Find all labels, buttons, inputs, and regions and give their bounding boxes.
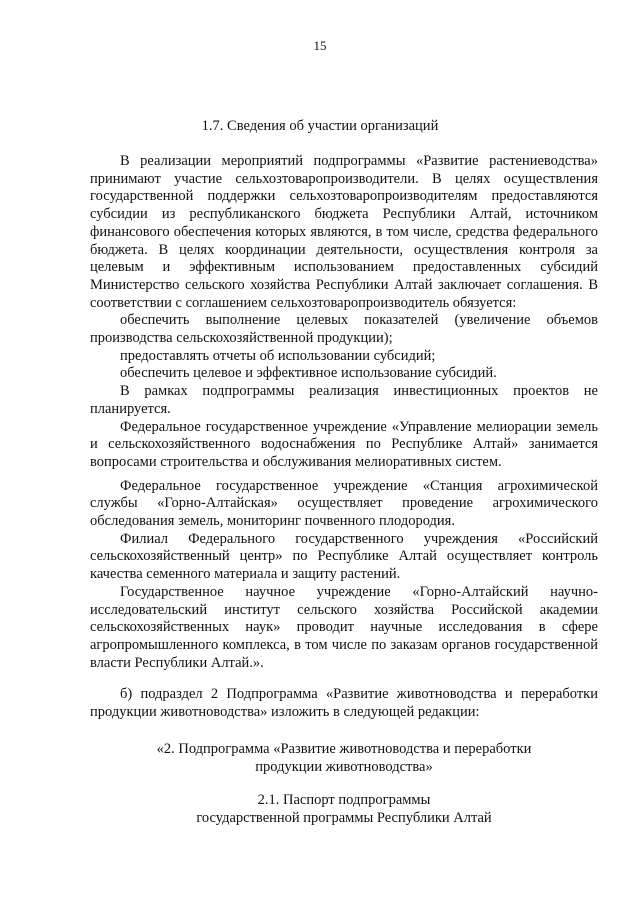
quoted-title-line: продукции животноводства» [255,758,433,775]
passport-heading [90,792,598,827]
page-number: 15 [313,38,327,53]
paragraph: Филиал Федерального государственного учреждения «Российский сельскохозяйственный центр» по Республике Алтай осуществляет контроль качества семенного материала и защиту растений. [90,530,598,583]
passport-heading-line: 2.1. Паспорт подпрограммы [257,792,431,808]
paragraph: В рамках подпрограммы реализация инвестиционных проектов не планируется. [90,383,598,417]
quoted-subprogram-title [90,741,598,776]
quoted-title-line: «2. Подпрограмма «Развитие животноводства и переработки [156,741,532,757]
paragraph: предоставлять отчеты об использовании субсидий; [120,347,436,364]
paragraph: б) подраздел 2 Подпрограмма «Развитие животноводства и переработки продукции животноводства» изложить в следующей редакции: [90,686,598,721]
paragraph: В реализации мероприятий подпрограммы «Развитие растениеводства» принимают участие сельхозтоваропроизводители. В целях осуществления государственной поддержки сельхозтоваропроизводителям предоставляются субсидии из республиканского бюджета Республики Алтай, источником финансового обеспечения которых являются, в том числе, средства федерального бюджета. В целях координации деятельности, осуществления контроля за целевым и эффективным использованием предоставленных субсидий Министерство сельского хозяйства Республики Алтай заключает соглашения. В соответствии с соглашением сельхозтоваропроизводитель обязуется: [90,153,598,311]
paragraph: Федеральное государственное учреждение «Управление мелиорации земель и сельскохозяйственного водоснабжения по Республике Алтай» занимается вопросами строительства и обслуживания мелиоративных систем. [90,418,598,470]
paragraph: Федеральное государственное учреждение «Станция агрохимической службы «Горно-Алтайская» осуществляет проведение агрохимического обследования земель, мониторинг почвенного плодородия. [90,477,598,530]
passport-heading-line: государственной программы Республики Алтай [196,809,492,826]
paragraph: обеспечить выполнение целевых показателей (увеличение объемов производства сельскохозяйственной продукции); [90,312,598,347]
body-text [90,153,598,722]
paragraph: Государственное научное учреждение «Горно-Алтайский научно-исследовательский институт сельского хозяйства Российской академии сельскохозяйственных наук» проводит научные исследования в сфере агропромышленного комплекса, в том числе по заказам органов государственной власти Республики Алтай.». [90,583,598,671]
section-heading: 1.7. Сведения об участии организаций [201,118,439,134]
paragraph: обеспечить целевое и эффективное использование субсидий. [120,365,497,382]
